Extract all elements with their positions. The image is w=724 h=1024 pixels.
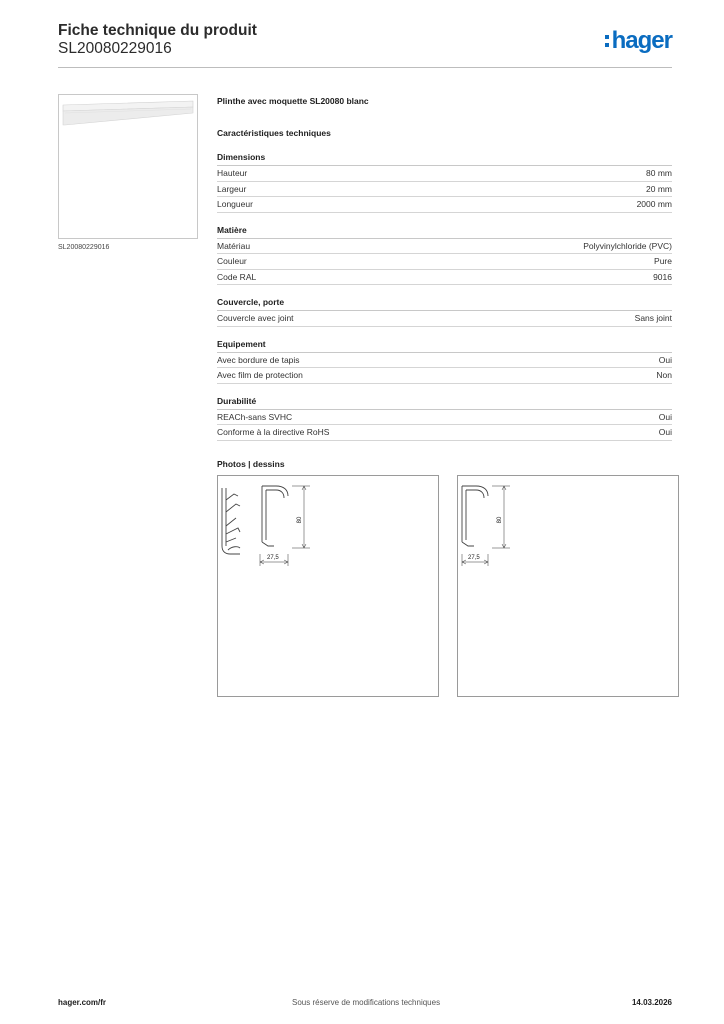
spec-row (217, 311, 672, 327)
width-dimension-label: 27,5 (468, 554, 480, 561)
footer-website-link[interactable]: hager.com/fr (58, 998, 107, 1007)
product-profile-image (59, 95, 197, 238)
group-title: Durabilité (217, 396, 672, 410)
drawings-area (217, 475, 672, 710)
spec-row (217, 166, 672, 182)
spec-label: Code RAL (217, 271, 257, 282)
logo-text: hager (611, 27, 672, 54)
spec-row (217, 239, 672, 255)
spec-value: 80 mm (646, 168, 672, 178)
spec-label: Couleur (217, 256, 247, 266)
spec-label: REACh-sans SVHC (217, 411, 293, 422)
footer-disclaimer: Sous réserve de modifications techniques (292, 998, 441, 1007)
spec-row (217, 368, 672, 384)
spec-group-dimensions (217, 152, 672, 213)
spec-value: Oui (658, 411, 672, 422)
spec-group-durabilite (217, 396, 672, 441)
spec-row (217, 270, 672, 286)
specs-heading: Caractéristiques techniques (217, 128, 331, 138)
height-dimension-label: 80 (497, 516, 503, 523)
spec-value: Non (656, 370, 672, 380)
group-title: Couvercle, porte (217, 297, 672, 311)
spec-value: 9016 (653, 271, 672, 282)
spec-value: Oui (658, 427, 672, 437)
spec-value: 2000 mm (636, 199, 672, 209)
spec-value: Pure (654, 256, 672, 266)
product-reference: SL20080229016 (58, 40, 172, 57)
spec-row (217, 353, 672, 369)
spec-group-matiere (217, 225, 672, 286)
spec-label: Conforme à la directive RoHS (217, 427, 330, 437)
spec-label: Couvercle avec joint (217, 313, 294, 323)
spec-label: Avec bordure de tapis (217, 354, 300, 365)
profile-drawing-with-tracks (218, 476, 438, 696)
spec-label: Largeur (217, 183, 247, 194)
spec-row (217, 410, 672, 426)
technical-drawing-2 (457, 475, 679, 697)
group-title: Equipement (217, 339, 672, 353)
profile-drawing (458, 476, 678, 696)
spec-row (217, 182, 672, 198)
spec-value: Sans joint (634, 313, 672, 323)
footer-date: 14.03.2026 (631, 998, 672, 1007)
technical-drawing-1 (217, 475, 439, 697)
page-title: Fiche technique du produit (58, 22, 257, 39)
spec-content (217, 96, 672, 710)
header-divider (58, 67, 672, 68)
group-title: Matière (217, 225, 672, 239)
photos-heading: Photos | dessins (217, 458, 285, 469)
spec-label: Matériau (217, 240, 251, 251)
spec-group-equipement (217, 339, 672, 384)
spec-group-couvercle (217, 297, 672, 327)
product-name: Plinthe avec moquette SL20080 blanc (217, 96, 369, 106)
spec-row (217, 425, 672, 441)
page-header (58, 22, 257, 58)
height-dimension-label: 80 (297, 516, 303, 523)
logo-dots-icon (605, 28, 610, 47)
width-dimension-label: 27,5 (267, 554, 279, 561)
spec-row (217, 197, 672, 213)
spec-row (217, 254, 672, 270)
spec-value: Oui (658, 354, 672, 365)
hager-logo (605, 28, 672, 54)
product-photo (58, 94, 198, 239)
spec-label: Hauteur (217, 168, 248, 178)
spec-value: 20 mm (646, 183, 672, 194)
spec-value: Polyvinylchloride (PVC) (583, 240, 672, 251)
spec-label: Avec film de protection (217, 370, 303, 380)
photo-caption: SL20080229016 (58, 244, 110, 251)
group-title: Dimensions (217, 152, 672, 166)
spec-label: Longueur (217, 199, 253, 209)
